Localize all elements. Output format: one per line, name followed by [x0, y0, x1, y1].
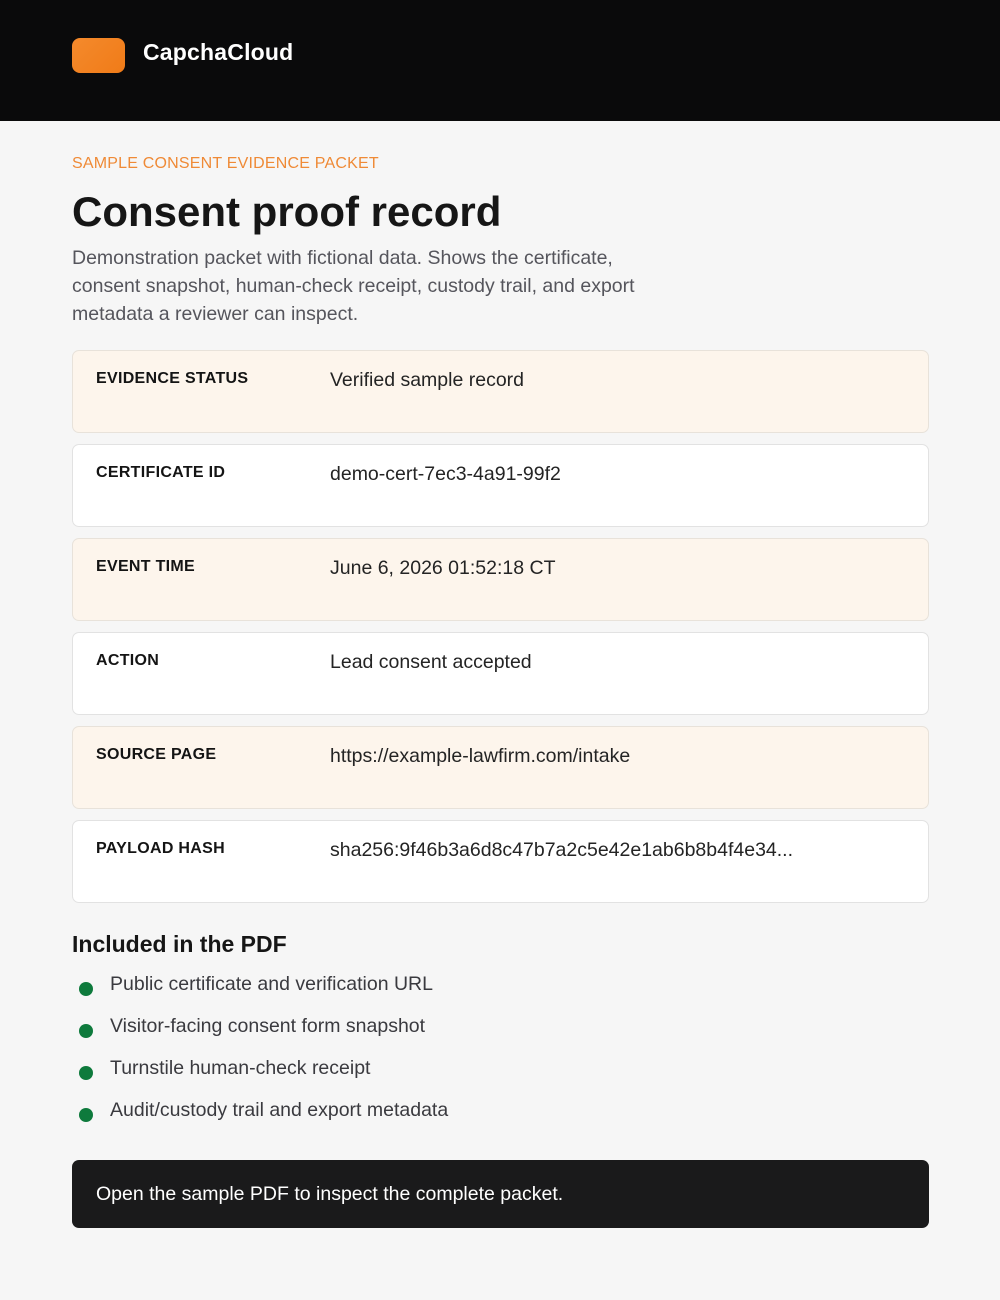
record-row-evidence-status	[72, 350, 929, 433]
list-item-text: Public certificate and verification URL	[110, 973, 433, 995]
included-section-title: Included in the PDF	[72, 931, 287, 957]
green-dot-icon	[79, 1024, 93, 1038]
record-row-source-page	[72, 726, 929, 809]
list-item	[72, 1012, 772, 1054]
green-dot-icon	[79, 1066, 93, 1080]
list-item-text: Visitor-facing consent form snapshot	[110, 1015, 426, 1037]
record-value: June 6, 2026 01:52:18 CT	[330, 557, 556, 579]
record-label: PAYLOAD HASH	[96, 840, 225, 857]
record-label: EVIDENCE STATUS	[96, 370, 249, 387]
record-row-action	[72, 632, 929, 715]
list-item-text: Audit/custody trail and export metadata	[110, 1099, 449, 1121]
record-row-event-time	[72, 538, 929, 621]
record-label: EVENT TIME	[96, 558, 196, 575]
record-label: CERTIFICATE ID	[96, 464, 226, 481]
evidence-record-list	[72, 350, 929, 914]
record-label: ACTION	[96, 652, 160, 669]
list-item	[72, 970, 772, 1012]
green-dot-icon	[79, 982, 93, 996]
record-row-payload-hash	[72, 820, 929, 903]
record-value: Lead consent accepted	[330, 651, 532, 673]
list-item	[72, 1054, 772, 1096]
cta-text[interactable]: Open the sample PDF to inspect the complete packet.	[96, 1183, 564, 1205]
eyebrow-label: SAMPLE CONSENT EVIDENCE PACKET	[72, 155, 379, 172]
green-dot-icon	[79, 1108, 93, 1122]
page-title: Consent proof record	[72, 188, 502, 235]
list-item-text: Turnstile human-check receipt	[110, 1057, 371, 1079]
record-value: demo-cert-7ec3-4a91-99f2	[330, 463, 561, 485]
record-row-certificate-id	[72, 444, 929, 527]
record-value: https://example-lawfirm.com/intake	[330, 745, 631, 767]
record-value: Verified sample record	[330, 369, 525, 391]
site-header	[0, 0, 1000, 121]
open-sample-pdf-banner[interactable]	[72, 1160, 929, 1228]
intro-paragraph: Demonstration packet with fictional data. Shows the certificate, consent snapshot, human-check receipt, custody trail, and export metadata a reviewer can inspect.	[72, 247, 635, 325]
list-item	[72, 1096, 772, 1138]
brand-name[interactable]: CapchaCloud	[143, 39, 294, 65]
included-list	[72, 970, 772, 1138]
capchacloud-logo-icon[interactable]	[72, 38, 125, 73]
record-label: SOURCE PAGE	[96, 746, 217, 763]
record-value: sha256:9f46b3a6d8c47b7a2c5e42e1ab6b8b4f4e34...	[330, 839, 794, 861]
